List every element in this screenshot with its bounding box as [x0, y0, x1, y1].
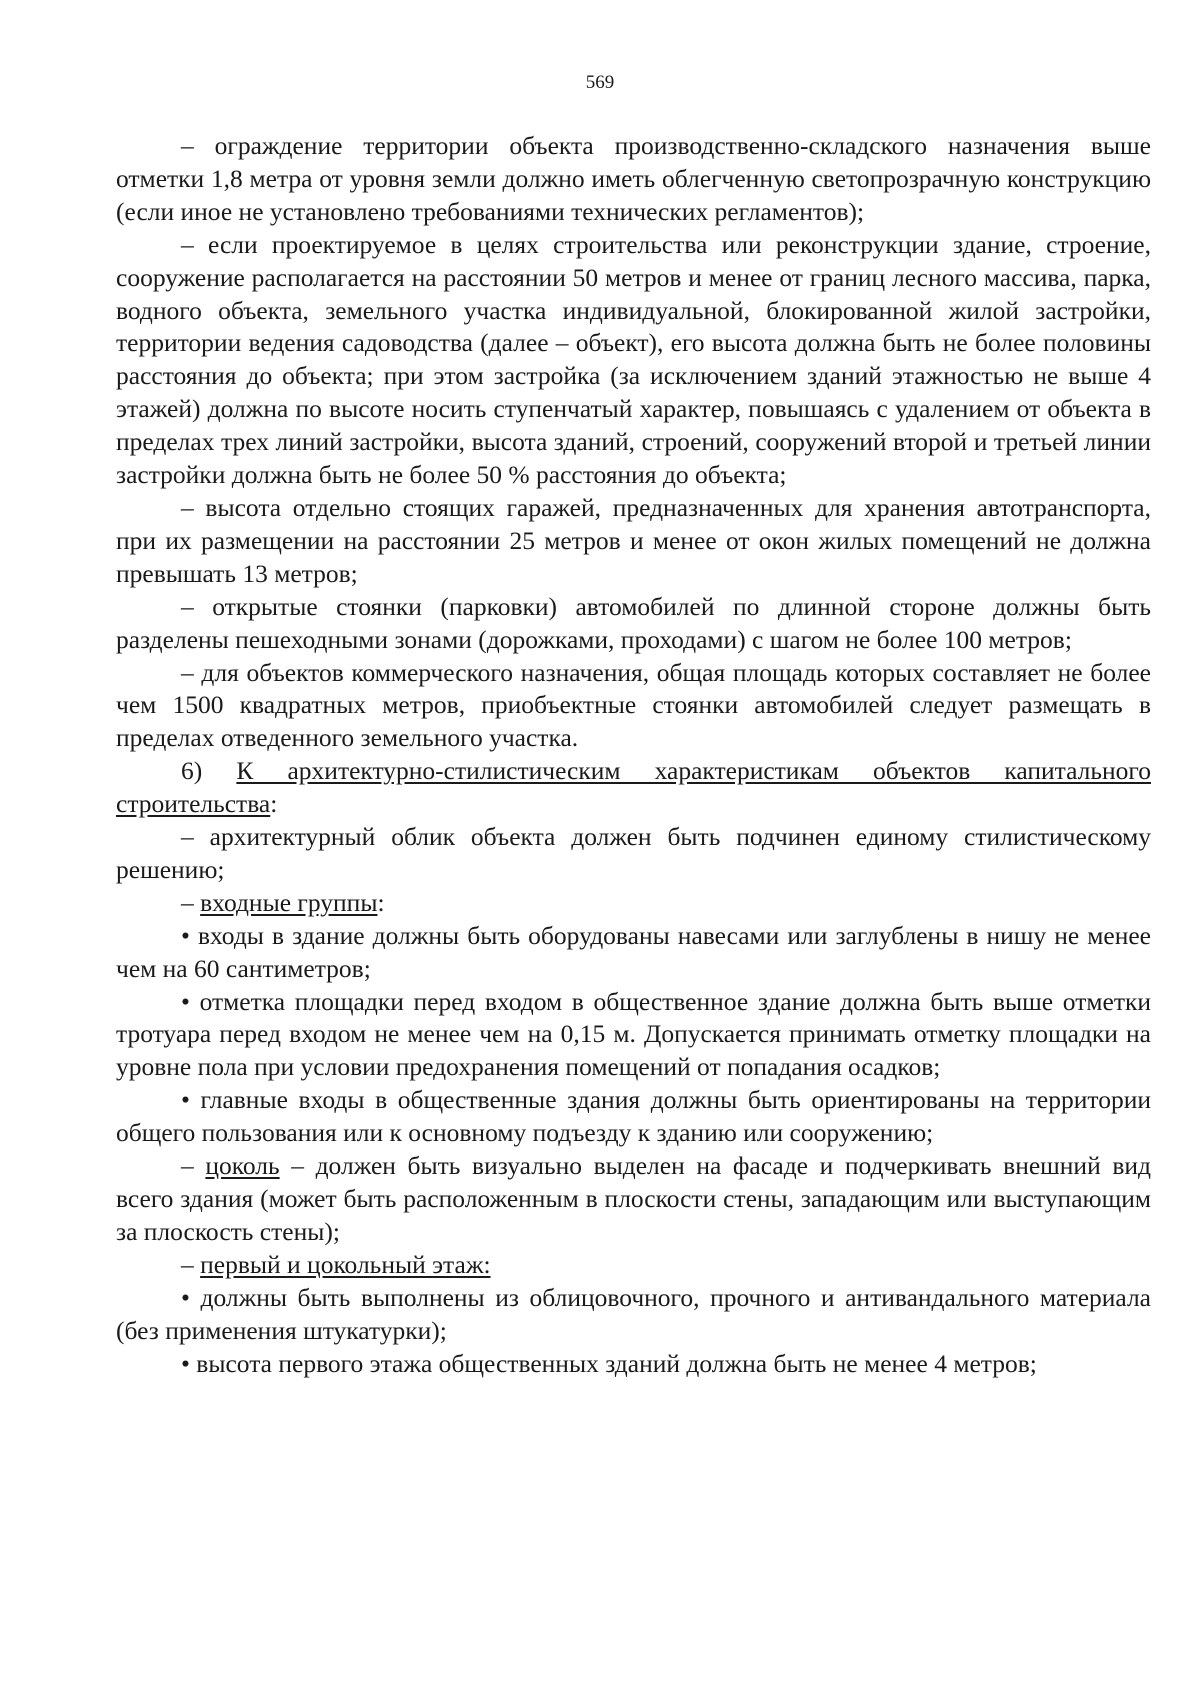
- paragraph-plinth: [116, 1150, 1151, 1249]
- document-body: [116, 130, 1151, 1380]
- plinth-prefix: –: [181, 1151, 206, 1181]
- paragraph-open-parking: – открытые стоянки (парковки) автомобилей по длинной стороне должны быть разделены пешеходными зонами (дорожками, проходами) с шагом не более 100 метров;: [116, 591, 1151, 654]
- first-floor-prefix: –: [181, 1249, 201, 1279]
- entrance-groups-suffix: :: [377, 887, 385, 917]
- paragraph-building-height-near-objects: – если проектируемое в целях строительства или реконструкции здание, строение, сооружение располагается на расстоянии 50 метров и менее от границ лесного массива, парка, водного объекта, земельного участка индивидуальной, блокированной жилой застройки, территории ведения садоводства (далее – объект), его высота должна быть не более половины расстояния до объекта; при этом застройка (за исключением зданий этажностью не выше 4 этажей) должна по высоте носить ступенчатый характер, повышаясь с удалением от объекта в пределах трех линий застройки, высота зданий, строений, сооружений второй и третьей линии застройки должна быть не более 50 % расстояния до объекта;: [116, 229, 1151, 490]
- first-floor-title: первый и цокольный этаж:: [200, 1249, 491, 1279]
- bullet-entrance-platform-level: • отметка площадки перед входом в общественное здание должна быть выше отметки тротуара перед входом не менее чем на 0,15 м. Допускается принимать отметку площадки на уровне пола при условии предохранения помещений от попадания осадков;: [116, 986, 1151, 1082]
- section-6-title: К архитектурно-стилистическим характеристикам объектов капитального строительства: [116, 756, 1151, 819]
- plinth-title: цоколь: [205, 1151, 280, 1181]
- paragraph-commercial-parking: – для объектов коммерческого назначения, общая площадь которых составляет не более чем 1500 квадратных метров, приобъектные стоянки автомобилей следует размещать в пределах отведенного земельного участка.: [116, 657, 1151, 753]
- paragraph-section-6-heading: [116, 755, 1151, 821]
- page-number: 569: [585, 72, 615, 93]
- paragraph-garage-height: – высота отдельно стоящих гаражей, предназначенных для хранения автотранспорта, при их размещении на расстоянии 25 метров и менее от окон жилых помещений не должна превышать 13 метров;: [116, 492, 1151, 588]
- paragraph-entrance-groups-heading: [116, 887, 1151, 920]
- plinth-text: – должен быть визуально выделен на фасаде и подчеркивать внешний вид всего здания (может быть расположенным в плоскости стены, западающим или выступающим за плоскость стены);: [116, 1151, 1151, 1246]
- paragraph-architectural-appearance: – архитектурный облик объекта должен быть подчинен единому стилистическому решению;: [116, 822, 1151, 884]
- section-6-prefix: 6): [181, 756, 237, 786]
- bullet-first-floor-height: • высота первого этажа общественных зданий должна быть не менее 4 метров;: [181, 1348, 1037, 1378]
- paragraph-first-floor-heading: [116, 1249, 1151, 1282]
- bullet-entrance-canopies: • входы в здание должны быть оборудованы навесами или заглублены в нишу не менее чем на 60 сантиметров;: [116, 920, 1151, 983]
- section-6-suffix: :: [270, 789, 278, 819]
- paragraph-fence-requirements: – ограждение территории объекта производственно-складского назначения выше отметки 1,8 метра от уровня земли должно иметь облегченную светопрозрачную конструкцию (если иное не установлено требованиями технических регламентов);: [116, 131, 1151, 226]
- entrance-groups-title: входные группы: [200, 887, 378, 917]
- bullet-main-entrances-orientation: • главные входы в общественные здания должны быть ориентированы на территории общего пользования или к основному подъезду к зданию или сооружению;: [116, 1085, 1151, 1148]
- entrance-groups-prefix: –: [181, 887, 201, 917]
- bullet-facing-material: • должны быть выполнены из облицовочного, прочного и антивандального материала (без применения штукатурки);: [116, 1282, 1151, 1345]
